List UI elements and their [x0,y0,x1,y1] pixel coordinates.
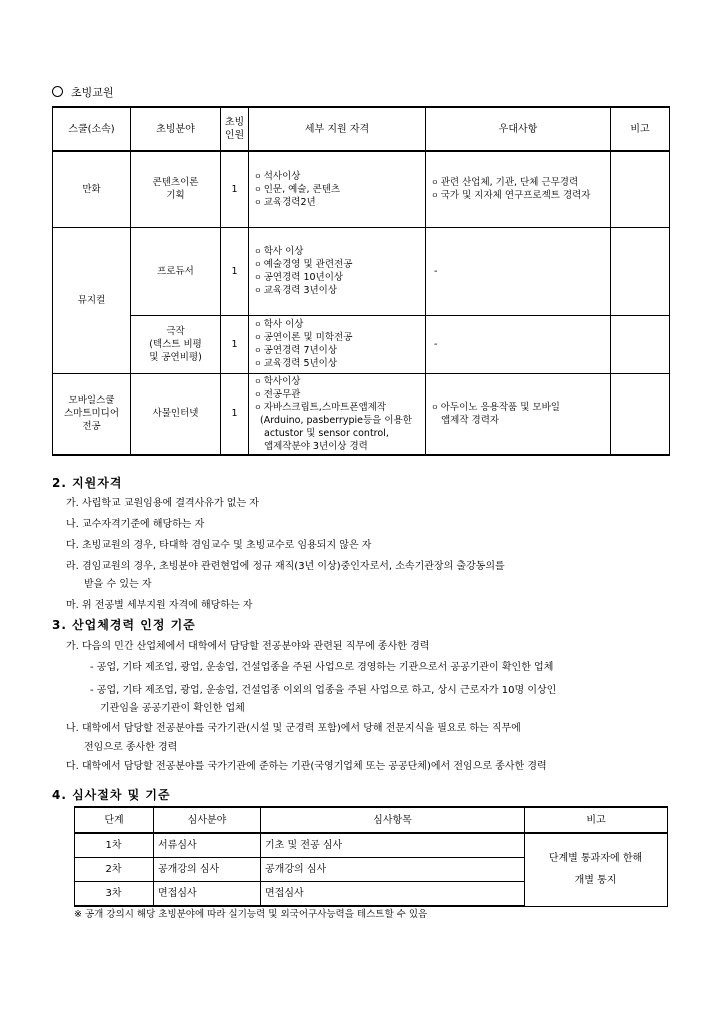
school-cell: 모바일스쿨 스마트미디어 전공 [53,373,131,455]
section-2-item: 다. 초빙교원의 경우, 타대학 겸임교수 및 초빙교수로 임용되지 않은 자 [66,540,372,551]
col-header-item: 심사항목 [261,807,525,833]
field-cell: 프로듀서 [131,227,221,315]
area-cell: 서류심사 [154,833,261,858]
section-3-item-continuation: 전임으로 종사한 경력 [84,742,178,753]
preferences-cell [426,373,611,455]
list-item: ㅇ 예술경영 및 관련전공 [254,258,424,271]
footnote: ※ 공개 강의시 해당 초빙분야에 따라 실기능력 및 외국어구사능력을 테스트할 수 있음 [74,909,428,920]
table-header-row [75,807,668,833]
section-3-title: 3. 산업체경력 인정 기준 [52,618,196,632]
list-item-continuation: 앱제작분야 3년이상 경력 [264,440,368,452]
col-header-count: 초빙 인원 [221,107,249,151]
table-header-row [53,107,670,151]
list-item: ㅇ 인문, 예술, 콘텐츠 [254,183,424,196]
list-item: ㅇ 교육경력2년 [254,196,424,209]
col-header-preferences: 우대사항 [426,107,611,151]
col-header-stage: 단계 [75,807,154,833]
list-item: ㅇ 학사 이상 [254,245,424,258]
review-procedure-table [74,806,668,907]
item-cell: 공개강의 심사 [261,858,525,882]
list-item: ㅇ 국가 및 지자체 연구프로젝트 경력자 [431,189,609,202]
table-row [75,833,668,858]
stage-cell: 2차 [75,858,154,882]
list-item: ㅇ 교육경력 3년이상 [254,284,424,297]
list-item: ㅇ 자바스크립트,스마트폰앱제작 [254,401,424,414]
table-row [53,227,670,315]
list-item-continuation: 앱제작 경력자 [441,414,500,426]
invite-positions-table [52,106,670,456]
list-item: ㅇ 석사이상 [254,170,424,183]
school-cell: 뮤지컬 [53,227,131,373]
list-item: ㅇ 전공무관 [254,388,424,401]
section-3-subitem-continuation: 기관임을 공공기관이 확인한 업체 [100,703,245,714]
section-2-item: 나. 교수자격기준에 해당하는 자 [66,519,205,530]
section-2-item-continuation: 받을 수 있는 자 [84,579,152,590]
section-2-item: 라. 겸임교원의 경우, 초빙분야 관련현업에 정규 재직(3년 이상)중인자로서, 소속기관장의 출강동의를 [66,561,505,572]
section-3-item: 나. 대학에서 담당할 전공분야를 국가기관(시설 및 군경력 포함)에서 당해 전문지식을 필요로 하는 직무에 [66,723,521,734]
school-cell: 만화 [53,151,131,227]
section-3-subitem: - 공업, 기타 제조업, 광업, 운송업, 건설업종 이외의 업종을 주된 사업으로 하고, 상시 근로자가 10명 이상인 [90,685,557,696]
preferences-cell [426,151,611,227]
note-cell [611,227,670,315]
note-cell: 단계별 통과자에 한해 개별 통지 [525,833,668,906]
field-cell: 사물인터넷 [131,373,221,455]
qualifications-cell [249,315,426,373]
note-cell [611,373,670,455]
table-row [53,151,670,227]
table-row [53,373,670,455]
col-header-note: 비고 [611,107,670,151]
qualifications-cell [249,151,426,227]
list-item: ㅇ 관련 산업체, 기관, 단체 근무경력 [431,176,609,189]
count-cell: 1 [221,227,249,315]
stage-cell: 1차 [75,833,154,858]
list-item-continuation: actustor 및 sensor control, [264,427,389,439]
col-header-school: 스쿨(소속) [53,107,131,151]
qualifications-cell [249,227,426,315]
note-cell [611,315,670,373]
section-2-item: 가. 사립학교 교원임용에 결격사유가 없는 자 [66,498,259,509]
preferences-cell: - [426,227,611,315]
count-cell: 1 [221,151,249,227]
qualifications-cell [249,373,426,455]
field-cell: 콘텐츠이론 기획 [131,151,221,227]
table-row [53,315,670,373]
section-2-item: 마. 위 전공별 세부지원 자격에 해당하는 자 [66,600,253,611]
list-item: ㅇ 아두이노 응용작품 및 모바일 [431,401,609,414]
invite-header [52,84,114,100]
count-cell: 1 [221,373,249,455]
col-header-note: 비고 [525,807,668,833]
list-item-continuation: (Arduino, pasberrypie등을 이용한 [260,414,412,426]
section-3-item: 가. 다음의 민간 산업체에서 대학에서 담당할 전공분야와 관련된 직무에 종사한 경력 [66,641,430,652]
section-3-subitem: - 공업, 기타 제조업, 광업, 운송업, 건설업종을 주된 사업으로 경영하는 기관으로서 공공기관이 확인한 업체 [90,662,554,673]
list-item: ㅇ 공연경력 7년이상 [254,344,424,357]
item-cell: 면접심사 [261,882,525,907]
field-cell: 극작 (텍스트 비평 및 공연비평) [131,315,221,373]
area-cell: 공개강의 심사 [154,858,261,882]
list-item: ㅇ 학사이상 [254,375,424,388]
section-2-title: 2. 지원자격 [52,476,123,490]
invite-header-label: 초빙교원 [71,86,114,99]
count-cell: 1 [221,315,249,373]
list-item: ㅇ 학사 이상 [254,318,424,331]
list-item: ㅇ 공연이론 및 미학전공 [254,331,424,344]
section-3-item: 다. 대학에서 담당할 전공분야를 국가기관에 준하는 기관(국영기업체 또는 공공단체)에서 전임으로 종사한 경력 [66,761,547,772]
col-header-area: 심사분야 [154,807,261,833]
area-cell: 면접심사 [154,882,261,907]
item-cell: 기초 및 전공 심사 [261,833,525,858]
col-header-qualifications: 세부 지원 자격 [249,107,426,151]
col-header-field: 초빙분야 [131,107,221,151]
stage-cell: 3차 [75,882,154,907]
circle-bullet-icon [52,86,63,97]
list-item: ㅇ 교육경력 5년이상 [254,357,424,370]
list-item: ㅇ 공연경력 10년이상 [254,271,424,284]
note-cell [611,151,670,227]
preferences-cell: - [426,315,611,373]
section-4-title: 4. 심사절차 및 기준 [52,788,171,802]
